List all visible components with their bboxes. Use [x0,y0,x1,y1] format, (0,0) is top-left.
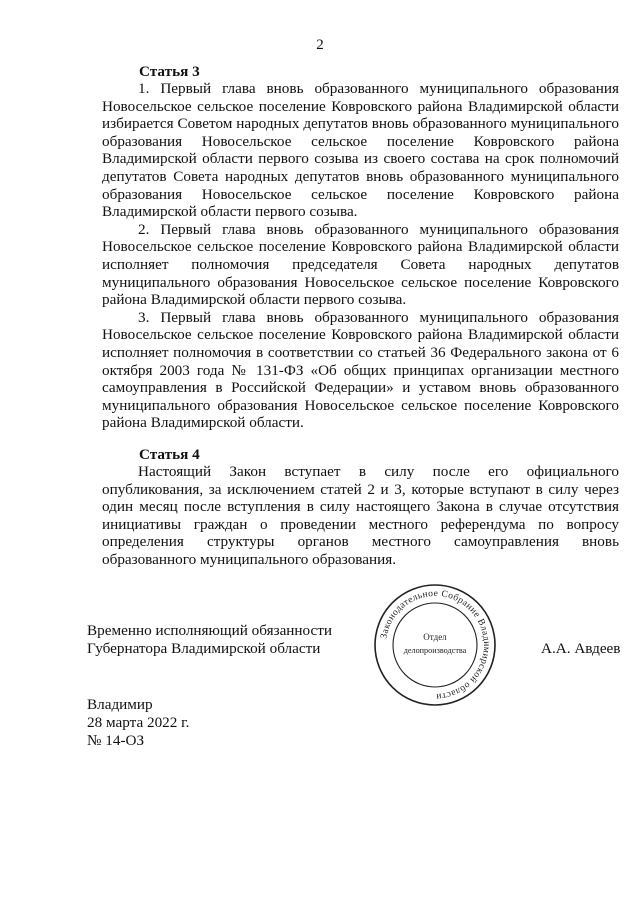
article-3-paragraph-3: 3. Первый глава вновь образованного муниципального образования Новосельское сельское поселение Ковровского района Владимирской области исполняет полномочия в соответствии со статьей 36 Федерального закона от 6 октября 2003 года № 131-ФЗ «Об общих принципах организации местного самоуправления в Российской Федерации» и уставом вновь образованного муниципального образования Новосельское сельское поселение Ковровского района Владимирской области. [102,308,619,432]
signature-position-line-2: Губернатора Владимирской области [87,640,321,657]
svg-text:Законодательное Собрание Влади [379,589,491,701]
seal-center-line-2: делопроизводства [403,646,467,655]
signature-position [87,622,332,658]
article-4-heading: Статья 4 [139,446,200,463]
official-seal-stamp [372,582,498,708]
article-3-heading: Статья 3 [139,63,200,80]
footer-city: Владимир [87,696,153,713]
footer-law-number: № 14-ОЗ [87,732,145,749]
seal-center-line-1: Отдел [423,632,447,642]
article-3-paragraph-2: 2. Первый глава вновь образованного муниципального образования Новосельское сельское поселение Ковровского района Владимирской области исполняет полномочия председателя Совета народных депутатов муниципального образования Новосельское сельское поселение Ковровского района Владимирской области первого созыва. [102,220,619,309]
article-3-body [102,80,619,432]
article-3-paragraph-1: 1. Первый глава вновь образованного муниципального образования Новосельское сельское поселение Ковровского района Владимирской области избирается Советом народных депутатов вновь образованного муниципального образования Новосельское сельское поселение Ковровского района Владимирской области первого созыва из своего состава на срок полномочий депутатов Совета народных депутатов вновь образованного муниципального образования Новосельское сельское поселение Ковровского района Владимирской области первого созыва. [102,80,619,221]
page-number: 2 [316,37,324,53]
signer-name: А.А. Авдеев [541,640,621,657]
signature-position-line-1: Временно исполняющий обязанности [87,622,333,639]
document-footer [87,696,189,750]
seal-ring-text: Законодательное Собрание Владимирской области [379,588,492,702]
article-4-body [102,463,619,569]
article-4-paragraph-1: Настоящий Закон вступает в силу после его официального опубликования, за исключением статей 2 и 3, которые вступают в силу через один месяц после вступления в силу настоящего Закона в случае отсутствия инициативы граждан о проведении местного референдума по вопросу определения структуры органов местного самоуправления вновь образованного муниципального образования. [102,463,619,568]
footer-date: 28 марта 2022 г. [87,714,190,731]
